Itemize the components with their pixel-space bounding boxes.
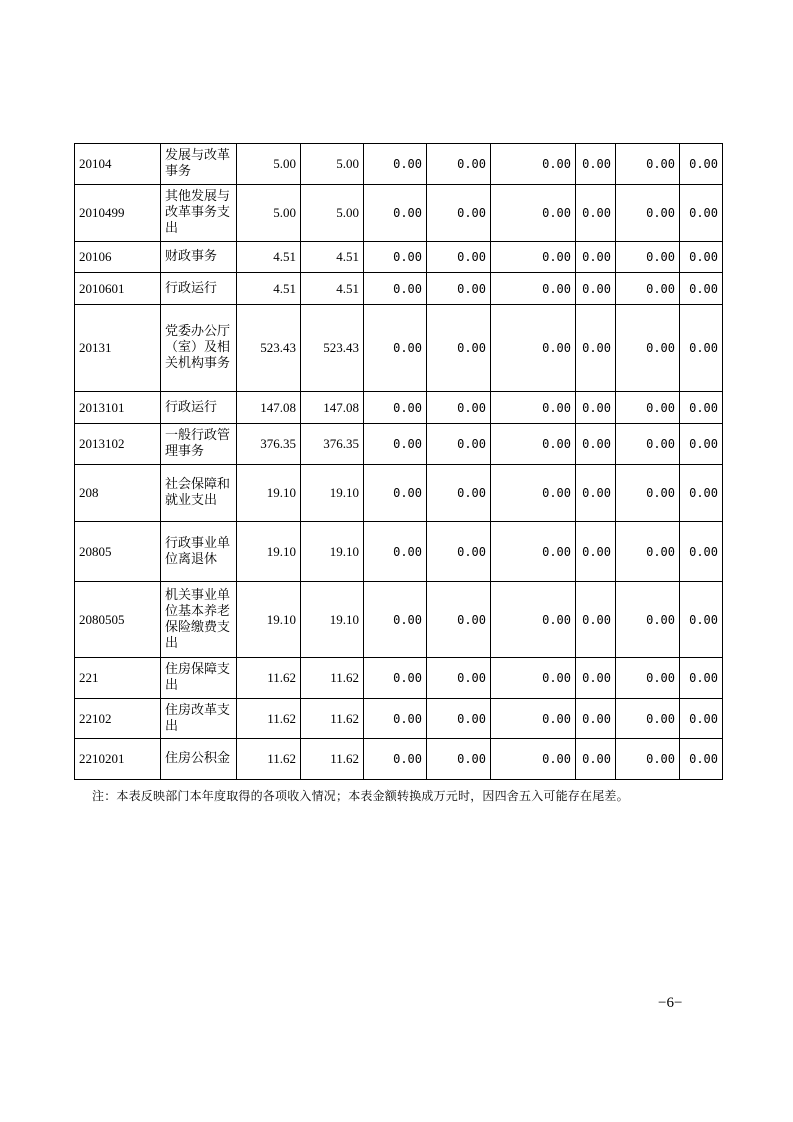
name-cell: 住房保障支出: [161, 658, 237, 699]
amount-cell: 0.00: [427, 424, 491, 465]
amount-cell: 0.00: [616, 185, 680, 242]
amount-cell: 0.00: [680, 699, 723, 739]
amount-cell: 0.00: [427, 273, 491, 305]
amount-cell: 0.00: [427, 739, 491, 780]
amount-cell: 0.00: [364, 465, 427, 522]
amount-cell: 523.43: [237, 305, 301, 392]
amount-cell: 0.00: [616, 242, 680, 273]
name-cell: 住房公积金: [161, 739, 237, 780]
amount-cell: 0.00: [364, 273, 427, 305]
table-row: [75, 144, 723, 185]
amount-cell: 0.00: [491, 305, 576, 392]
amount-cell: 11.62: [237, 658, 301, 699]
amount-cell: 0.00: [364, 185, 427, 242]
amount-cell: 0.00: [427, 522, 491, 582]
amount-cell: 0.00: [364, 582, 427, 658]
amount-cell: 0.00: [491, 522, 576, 582]
amount-cell: 0.00: [616, 699, 680, 739]
code-cell: 2080505: [75, 582, 161, 658]
table-row: [75, 242, 723, 273]
amount-cell: 0.00: [576, 424, 616, 465]
amount-cell: 0.00: [427, 242, 491, 273]
amount-cell: 0.00: [680, 465, 723, 522]
amount-cell: 0.00: [680, 305, 723, 392]
name-cell: 发展与改革事务: [161, 144, 237, 185]
amount-cell: 0.00: [427, 144, 491, 185]
amount-cell: 19.10: [301, 582, 364, 658]
code-cell: 2010601: [75, 273, 161, 305]
amount-cell: 0.00: [616, 522, 680, 582]
amount-cell: 0.00: [576, 392, 616, 424]
code-cell: 208: [75, 465, 161, 522]
table-row: [75, 185, 723, 242]
amount-cell: 0.00: [364, 144, 427, 185]
amount-cell: 0.00: [364, 305, 427, 392]
amount-cell: 0.00: [364, 392, 427, 424]
income-table: [74, 143, 723, 780]
amount-cell: 0.00: [491, 273, 576, 305]
code-cell: 20805: [75, 522, 161, 582]
amount-cell: 0.00: [427, 582, 491, 658]
amount-cell: 0.00: [616, 424, 680, 465]
amount-cell: 0.00: [491, 185, 576, 242]
amount-cell: 0.00: [427, 699, 491, 739]
amount-cell: 4.51: [237, 242, 301, 273]
amount-cell: 0.00: [680, 582, 723, 658]
amount-cell: 0.00: [364, 242, 427, 273]
table-note: 注：本表反映部门本年度取得的各项收入情况；本表金额转换成万元时，因四舍五入可能存在尾差。: [92, 789, 629, 803]
code-cell: 20106: [75, 242, 161, 273]
amount-cell: 4.51: [301, 273, 364, 305]
table-row: [75, 522, 723, 582]
amount-cell: 11.62: [301, 658, 364, 699]
amount-cell: 0.00: [616, 739, 680, 780]
code-cell: 20104: [75, 144, 161, 185]
name-cell: 社会保障和就业支出: [161, 465, 237, 522]
table-row: [75, 273, 723, 305]
amount-cell: 0.00: [576, 739, 616, 780]
amount-cell: 0.00: [576, 582, 616, 658]
name-cell: 一般行政管理事务: [161, 424, 237, 465]
amount-cell: 0.00: [680, 185, 723, 242]
amount-cell: 19.10: [237, 582, 301, 658]
amount-cell: 0.00: [680, 424, 723, 465]
amount-cell: 0.00: [680, 658, 723, 699]
amount-cell: 0.00: [616, 465, 680, 522]
table-row: [75, 424, 723, 465]
code-cell: 2010499: [75, 185, 161, 242]
amount-cell: 5.00: [301, 144, 364, 185]
amount-cell: 5.00: [237, 185, 301, 242]
amount-cell: 0.00: [576, 658, 616, 699]
amount-cell: 0.00: [491, 424, 576, 465]
amount-cell: 0.00: [576, 273, 616, 305]
amount-cell: 0.00: [364, 424, 427, 465]
amount-cell: 0.00: [491, 242, 576, 273]
table-body: [75, 144, 723, 780]
amount-cell: 0.00: [491, 699, 576, 739]
amount-cell: 0.00: [427, 658, 491, 699]
amount-cell: 19.10: [301, 522, 364, 582]
table-row: [75, 392, 723, 424]
code-cell: 2013102: [75, 424, 161, 465]
amount-cell: 11.62: [301, 739, 364, 780]
amount-cell: 0.00: [427, 392, 491, 424]
amount-cell: 376.35: [301, 424, 364, 465]
amount-cell: 0.00: [616, 305, 680, 392]
amount-cell: 0.00: [491, 392, 576, 424]
page-number: −6−: [658, 995, 683, 1011]
amount-cell: 0.00: [491, 465, 576, 522]
amount-cell: 0.00: [680, 392, 723, 424]
amount-cell: 11.62: [237, 739, 301, 780]
amount-cell: 0.00: [427, 465, 491, 522]
amount-cell: 0.00: [364, 522, 427, 582]
amount-cell: 0.00: [576, 522, 616, 582]
code-cell: 2013101: [75, 392, 161, 424]
name-cell: 行政事业单位离退休: [161, 522, 237, 582]
amount-cell: 0.00: [427, 185, 491, 242]
amount-cell: 0.00: [576, 465, 616, 522]
amount-cell: 523.43: [301, 305, 364, 392]
amount-cell: 0.00: [616, 582, 680, 658]
amount-cell: 0.00: [427, 305, 491, 392]
code-cell: 22102: [75, 699, 161, 739]
name-cell: 住房改革支出: [161, 699, 237, 739]
amount-cell: 5.00: [301, 185, 364, 242]
amount-cell: 0.00: [576, 305, 616, 392]
amount-cell: 11.62: [301, 699, 364, 739]
amount-cell: 147.08: [301, 392, 364, 424]
amount-cell: 0.00: [616, 273, 680, 305]
amount-cell: 0.00: [680, 739, 723, 780]
amount-cell: 11.62: [237, 699, 301, 739]
amount-cell: 0.00: [680, 273, 723, 305]
code-cell: 20131: [75, 305, 161, 392]
amount-cell: 19.10: [237, 465, 301, 522]
amount-cell: 19.10: [237, 522, 301, 582]
code-cell: 2210201: [75, 739, 161, 780]
name-cell: 其他发展与改革事务支出: [161, 185, 237, 242]
table-row: [75, 658, 723, 699]
amount-cell: 376.35: [237, 424, 301, 465]
amount-cell: 0.00: [616, 144, 680, 185]
name-cell: 党委办公厅（室）及相关机构事务: [161, 305, 237, 392]
amount-cell: 4.51: [301, 242, 364, 273]
name-cell: 行政运行: [161, 273, 237, 305]
table-row: [75, 305, 723, 392]
amount-cell: 0.00: [680, 522, 723, 582]
amount-cell: 0.00: [576, 699, 616, 739]
amount-cell: 0.00: [680, 242, 723, 273]
amount-cell: 0.00: [364, 739, 427, 780]
name-cell: 财政事务: [161, 242, 237, 273]
amount-cell: 0.00: [364, 658, 427, 699]
amount-cell: 0.00: [616, 658, 680, 699]
table-row: [75, 465, 723, 522]
table-row: [75, 739, 723, 780]
amount-cell: 5.00: [237, 144, 301, 185]
amount-cell: 0.00: [491, 739, 576, 780]
amount-cell: 4.51: [237, 273, 301, 305]
amount-cell: 0.00: [491, 658, 576, 699]
amount-cell: 0.00: [491, 582, 576, 658]
amount-cell: 0.00: [491, 144, 576, 185]
amount-cell: 0.00: [576, 242, 616, 273]
amount-cell: 0.00: [680, 144, 723, 185]
table-row: [75, 699, 723, 739]
amount-cell: 0.00: [576, 185, 616, 242]
amount-cell: 0.00: [576, 144, 616, 185]
amount-cell: 19.10: [301, 465, 364, 522]
name-cell: 机关事业单位基本养老保险缴费支出: [161, 582, 237, 658]
code-cell: 221: [75, 658, 161, 699]
amount-cell: 147.08: [237, 392, 301, 424]
amount-cell: 0.00: [616, 392, 680, 424]
amount-cell: 0.00: [364, 699, 427, 739]
table-row: [75, 582, 723, 658]
name-cell: 行政运行: [161, 392, 237, 424]
